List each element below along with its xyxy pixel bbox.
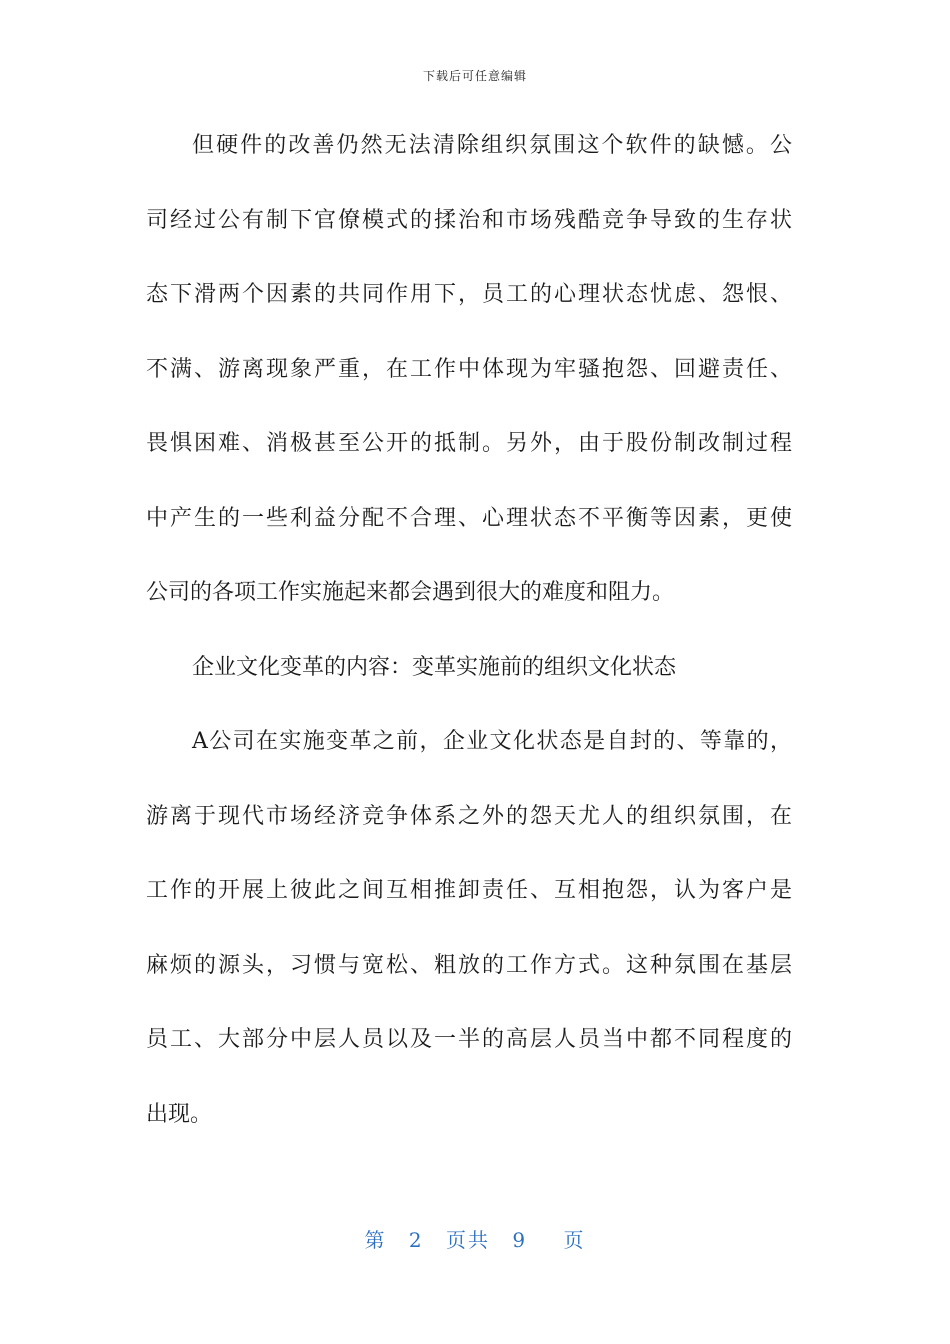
paragraph-line: 工作的开展上彼此之间互相推卸责任、互相抱怨，认为客户是 — [146, 878, 792, 903]
paragraph-line: 员工、大部分中层人员以及一半的高层人员当中都不同程度的 — [146, 1027, 792, 1052]
paragraph-line: 态下滑两个因素的共同作用下，员工的心理状态忧虑、怨恨、 — [146, 282, 792, 307]
paragraph-line: 游离于现代市场经济竞争体系之外的怨天尤人的组织氛围，在 — [146, 803, 792, 829]
paragraph-line: 不满、游离现象严重，在工作中体现为牢骚抱怨、回避责任、 — [146, 356, 792, 382]
footer-prefix: 第 — [364, 1228, 387, 1252]
current-page-number: 2 — [408, 1228, 424, 1252]
footer-middle: 页共 — [446, 1228, 490, 1252]
paragraph-line: A公司在实施变革之前，企业文化状态是自封的、等靠的， — [192, 729, 792, 754]
footer-suffix: 页 — [563, 1228, 586, 1252]
paragraph-line: 公司的各项工作实施起来都会遇到很大的难度和阻力。 — [146, 580, 675, 605]
page-number-footer — [0, 1224, 950, 1253]
paragraph-line: 司经过公有制下官僚模式的揉治和市场残酷竞争导致的生存状 — [146, 207, 792, 233]
total-page-count: 9 — [512, 1228, 528, 1252]
paragraph-line: 中产生的一些利益分配不合理、心理状态不平衡等因素，更使 — [146, 505, 792, 531]
paragraph-line: 但硬件的改善仍然无法清除组织氛围这个软件的缺憾。公 — [192, 133, 792, 158]
paragraph-line: 麻烦的源头，习惯与宽松、粗放的工作方式。这种氛围在基层 — [146, 952, 792, 978]
paragraph-line: 出现。 — [146, 1101, 213, 1127]
section-heading: 企业文化变革的内容：变革实施前的组织文化状态 — [192, 654, 677, 680]
paragraph-line: 畏惧困难、消极甚至公开的抵制。另外，由于股份制改制过程 — [146, 431, 792, 456]
document-body — [146, 122, 792, 1165]
page-header: 下载后可任意编辑 — [422, 69, 527, 83]
